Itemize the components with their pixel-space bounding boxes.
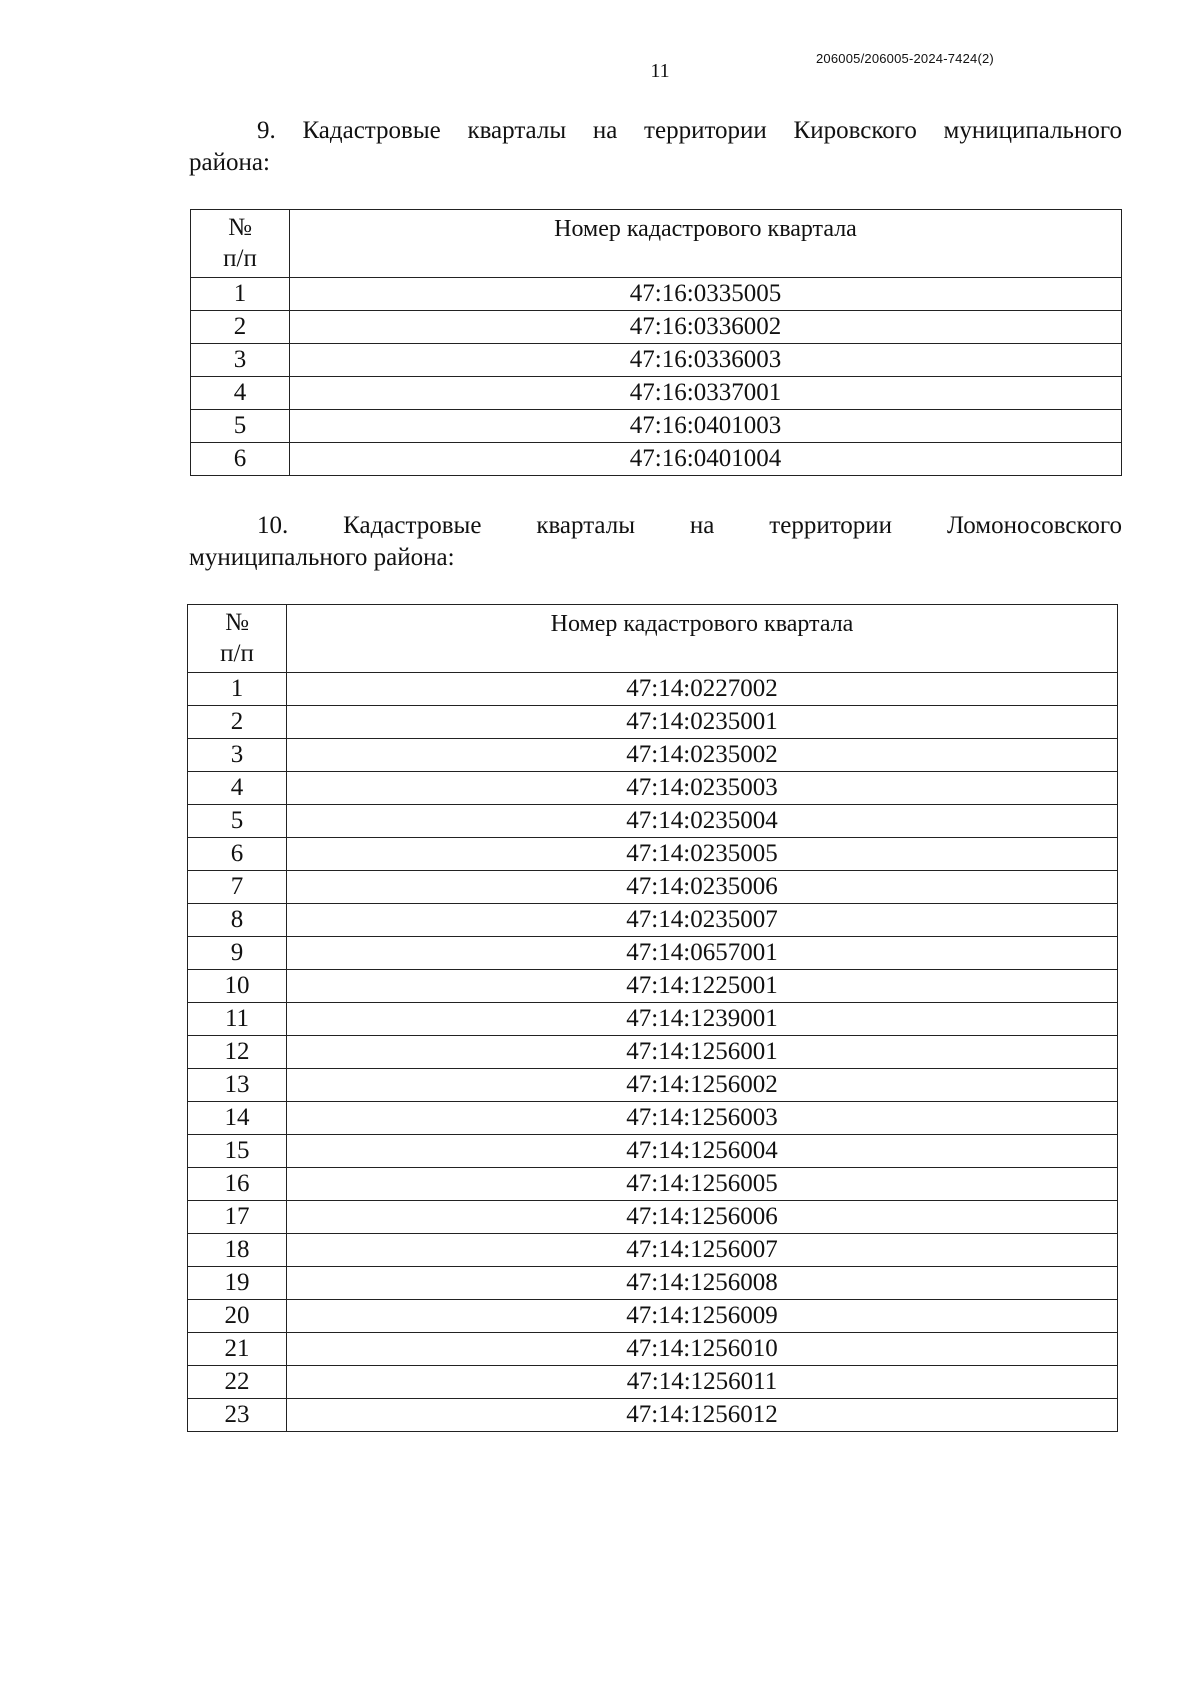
table-row: [188, 1036, 1118, 1069]
cadastral-quarter-cell: 47:14:0235006: [287, 871, 1118, 904]
heading-word: 10.: [257, 512, 289, 539]
kirov-table-body: [191, 278, 1122, 476]
table-row: [188, 706, 1118, 739]
lomonosov-table-body: [188, 673, 1118, 1432]
row-number-cell: 4: [188, 772, 287, 805]
cadastral-quarter-cell: 47:14:0657001: [287, 937, 1118, 970]
row-number-cell: 5: [191, 410, 290, 443]
heading-word: Кадастровые: [302, 117, 441, 144]
table-row: [188, 1234, 1118, 1267]
heading-word: кварталы: [536, 512, 636, 539]
cadastral-quarter-cell: 47:16:0336002: [290, 311, 1122, 344]
table-row: [188, 1102, 1118, 1135]
heading-word: на: [689, 512, 715, 539]
cadastral-quarter-cell: 47:14:1256008: [287, 1267, 1118, 1300]
heading-word: Кировского: [793, 117, 917, 144]
cadastral-quarter-cell: 47:16:0337001: [290, 377, 1122, 410]
heading-word: муниципального: [943, 117, 1122, 144]
row-number-cell: 6: [191, 443, 290, 476]
cadastral-quarter-cell: 47:14:1256003: [287, 1102, 1118, 1135]
table-row: [191, 278, 1122, 311]
row-number-cell: 12: [188, 1036, 287, 1069]
row-number-cell: 15: [188, 1135, 287, 1168]
row-number-cell: 1: [188, 673, 287, 706]
row-number-cell: 22: [188, 1366, 287, 1399]
table-row: [191, 377, 1122, 410]
row-number-cell: 19: [188, 1267, 287, 1300]
row-number-cell: 7: [188, 871, 287, 904]
row-number-cell: 17: [188, 1201, 287, 1234]
table-header-row: [188, 605, 1118, 673]
cadastral-quarter-cell: 47:14:1256001: [287, 1036, 1118, 1069]
table-row: [188, 1135, 1118, 1168]
row-number-cell: 23: [188, 1399, 287, 1432]
row-number-cell: 6: [188, 838, 287, 871]
cadastral-quarter-cell: 47:14:0235007: [287, 904, 1118, 937]
table-row: [191, 410, 1122, 443]
table-row: [188, 1399, 1118, 1432]
page-number: 11: [650, 60, 670, 82]
heading-word: Кадастровые: [343, 512, 482, 539]
section-9-heading-line1: [189, 115, 1122, 147]
cadastral-quarter-cell: 47:14:1256010: [287, 1333, 1118, 1366]
cadastral-quarter-cell: 47:14:1225001: [287, 970, 1118, 1003]
row-number-cell: 3: [191, 344, 290, 377]
cadastral-quarter-cell: 47:14:1256006: [287, 1201, 1118, 1234]
heading-word: Ломоносовского: [946, 512, 1122, 539]
row-number-cell: 5: [188, 805, 287, 838]
cadastral-quarter-cell: 47:14:0235001: [287, 706, 1118, 739]
row-number-cell: 21: [188, 1333, 287, 1366]
table-row: [188, 1300, 1118, 1333]
document-id: 206005/206005-2024-7424(2): [816, 51, 994, 66]
table-row: [188, 1366, 1118, 1399]
table-row: [188, 1333, 1118, 1366]
table-row: [188, 739, 1118, 772]
row-number-cell: 20: [188, 1300, 287, 1333]
cadastral-quarter-cell: 47:14:0235005: [287, 838, 1118, 871]
cadastral-quarter-cell: 47:14:1256004: [287, 1135, 1118, 1168]
section-10-heading: [189, 510, 1122, 574]
cadastral-quarter-cell: 47:16:0336003: [290, 344, 1122, 377]
table-row: [188, 673, 1118, 706]
cadastral-quarter-cell: 47:14:1256002: [287, 1069, 1118, 1102]
row-number-cell: 2: [188, 706, 287, 739]
section-10-heading-line1: [189, 510, 1122, 542]
section-9-heading: [189, 115, 1122, 179]
row-number-cell: 11: [188, 1003, 287, 1036]
table-row: [188, 1003, 1118, 1036]
heading-word: на: [592, 117, 618, 144]
cadastral-quarter-cell: 47:14:0227002: [287, 673, 1118, 706]
column-header-quarter: Номер кадастрового квартала: [290, 210, 1122, 278]
cadastral-quarter-cell: 47:14:1256009: [287, 1300, 1118, 1333]
row-number-cell: 9: [188, 937, 287, 970]
row-number-cell: 13: [188, 1069, 287, 1102]
column-header-quarter: Номер кадастрового квартала: [287, 605, 1118, 673]
table-row: [188, 871, 1118, 904]
heading-word: территории: [769, 512, 893, 539]
row-number-cell: 16: [188, 1168, 287, 1201]
row-number-cell: 3: [188, 739, 287, 772]
table-row: [188, 904, 1118, 937]
cadastral-quarter-cell: 47:14:0235004: [287, 805, 1118, 838]
row-number-cell: 4: [191, 377, 290, 410]
section-10-heading-line2: муниципального района:: [189, 544, 455, 571]
table-row: [188, 970, 1118, 1003]
kirov-quarters-table: [190, 209, 1122, 476]
table-row: [191, 311, 1122, 344]
table-row: [191, 443, 1122, 476]
row-number-cell: 8: [188, 904, 287, 937]
row-number-cell: 10: [188, 970, 287, 1003]
table-row: [188, 1267, 1118, 1300]
row-number-cell: 14: [188, 1102, 287, 1135]
cadastral-quarter-cell: 47:16:0401004: [290, 443, 1122, 476]
cadastral-quarter-cell: 47:14:1256005: [287, 1168, 1118, 1201]
cadastral-quarter-cell: 47:14:0235002: [287, 739, 1118, 772]
heading-word: 9.: [257, 117, 276, 144]
lomonosov-quarters-table: [187, 604, 1118, 1432]
table-row: [188, 1168, 1118, 1201]
heading-word: территории: [644, 117, 767, 144]
table-row: [188, 772, 1118, 805]
cadastral-quarter-cell: 47:14:1256012: [287, 1399, 1118, 1432]
row-number-cell: 1: [191, 278, 290, 311]
row-number-cell: 2: [191, 311, 290, 344]
row-number-cell: 18: [188, 1234, 287, 1267]
column-header-number: № п/п: [191, 210, 290, 278]
cadastral-quarter-cell: 47:16:0335005: [290, 278, 1122, 311]
table-header-row: [191, 210, 1122, 278]
table-row: [191, 344, 1122, 377]
cadastral-quarter-cell: 47:14:1239001: [287, 1003, 1118, 1036]
section-9-heading-line2: района:: [189, 149, 270, 176]
cadastral-quarter-cell: 47:14:1256011: [287, 1366, 1118, 1399]
cadastral-quarter-cell: 47:14:1256007: [287, 1234, 1118, 1267]
table-row: [188, 937, 1118, 970]
column-header-number: № п/п: [188, 605, 287, 673]
cadastral-quarter-cell: 47:14:0235003: [287, 772, 1118, 805]
table-row: [188, 805, 1118, 838]
heading-word: кварталы: [467, 117, 567, 144]
table-row: [188, 1069, 1118, 1102]
cadastral-quarter-cell: 47:16:0401003: [290, 410, 1122, 443]
table-row: [188, 838, 1118, 871]
table-row: [188, 1201, 1118, 1234]
